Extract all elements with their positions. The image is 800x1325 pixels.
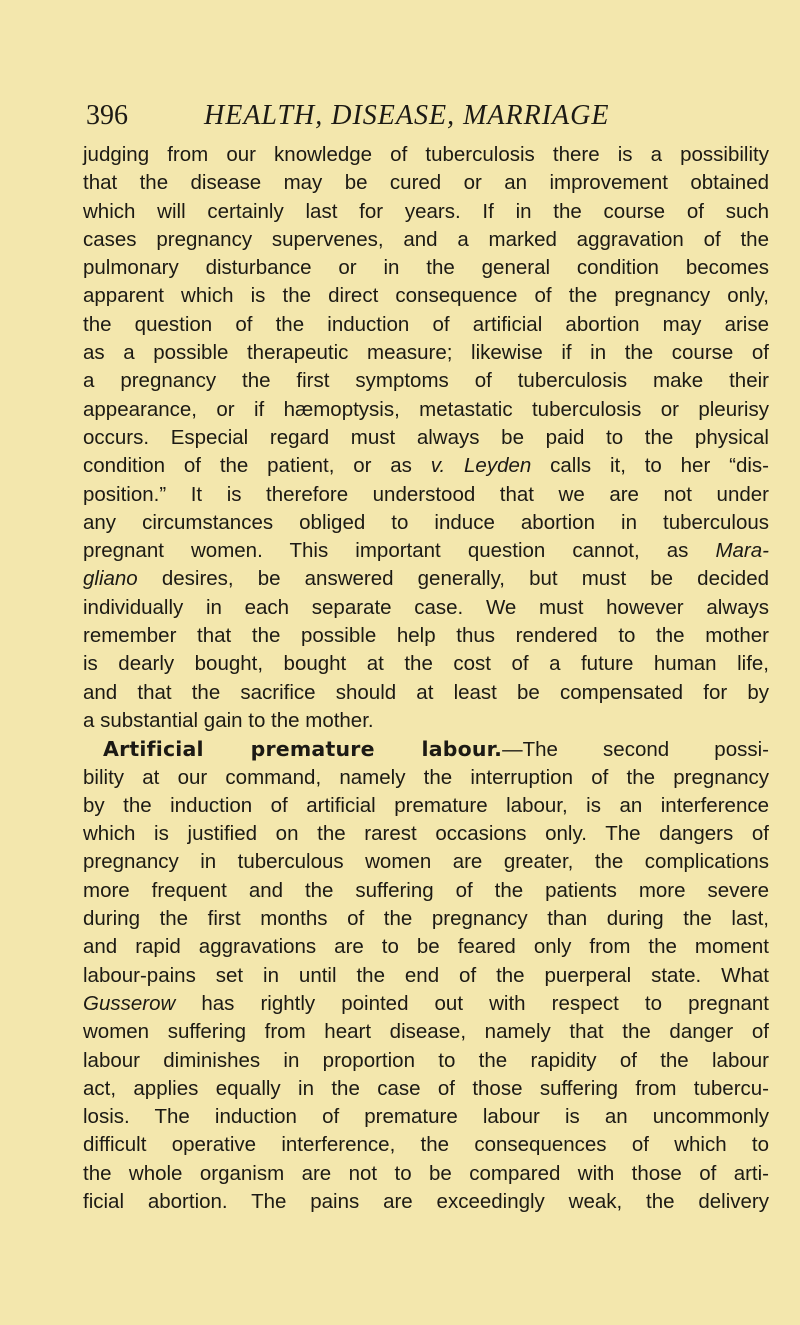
text-line: women suffering from heart disease, namely that the danger of [83,1020,769,1044]
text-line: difficult operative interference, the consequences of which to [83,1133,769,1157]
text-line: labour-pains set in until the end of the puerperal state. What [83,963,769,987]
running-title: HEALTH, DISEASE, MARRIAGE [204,100,610,131]
text-run: calls it, to her “dis- [531,454,769,478]
running-head [86,98,726,134]
text-line: individually in each separate case. We must however always [83,595,769,619]
text-line: the question of the induction of artificial abortion may arise [83,312,769,336]
text-line: pulmonary disturbance or in the general condition becomes [83,256,769,280]
text-line: remember that the possible help thus rendered to the mother [83,624,769,648]
text-line [83,452,769,480]
page-number: 396 [86,100,128,131]
text-line [83,990,769,1018]
text-line: occurs. Especial regard must always be paid to the physical [83,425,769,449]
text-line: during the first months of the pregnancy than during the last, [83,907,769,931]
text-run: pregnant women. This important question cannot, as [83,539,716,563]
text-line [83,565,769,593]
text-line: cases pregnancy supervenes, and a marked aggravation of the [83,227,769,251]
body-text [83,141,769,1216]
text-line: act, applies equally in the case of those suffering from tubercu- [83,1076,769,1100]
cited-author: gliano [83,567,138,591]
text-run: condition of the patient, or as [83,454,431,478]
text-line: labour diminishes in proportion to the rapidity of the labour [83,1048,769,1072]
text-line: more frequent and the suffering of the patients more severe [83,878,769,902]
text-run: has rightly pointed out with respect to pregnant [175,991,769,1015]
text-line: the whole organism are not to be compared with those of arti- [83,1161,769,1185]
text-line: a pregnancy the first symptoms of tuberculosis make their [83,369,769,393]
text-line: apparent which is the direct consequence of the pregnancy only, [83,284,769,308]
section-heading: Artificial premature labour. [103,737,503,762]
text-run: desires, be answered generally, but must be decided [137,567,769,591]
text-line: by the induction of artificial premature labour, is an interference [83,793,769,817]
text-line: any circumstances obliged to induce abortion in tuberculous [83,510,769,534]
text-line: position.” It is therefore understood that we are not under [83,482,769,506]
text-line [83,735,769,763]
text-line: that the disease may be cured or an improvement obtained [83,171,769,195]
text-line: is dearly bought, bought at the cost of a future human life, [83,652,769,676]
text-line: bility at our command, namely the interruption of the pregnancy [83,765,769,789]
text-line: losis. The induction of premature labour is an uncommonly [83,1105,769,1129]
text-line [83,537,769,565]
text-line: ficial abortion. The pains are exceedingly weak, the delivery [83,1189,769,1213]
text-line: appearance, or if hæmoptysis, metastatic tuberculosis or pleurisy [83,397,769,421]
text-line: pregnancy in tuberculous women are greater, the complications [83,850,769,874]
text-run: —The second possi- [502,738,769,762]
text-line: which is justified on the rarest occasions only. The dangers of [83,822,769,846]
text-line: which will certainly last for years. If in the course of such [83,199,769,223]
cited-author: v. Leyden [430,454,532,478]
text-line: judging from our knowledge of tuberculosis there is a possibility [83,143,769,166]
cited-author: Mara- [715,539,769,563]
text-line: as a possible therapeutic measure; likewise if in the course of [83,341,769,365]
text-line: and that the sacrifice should at least be compensated for by [83,680,769,704]
cited-author: Gusserow [83,991,176,1015]
text-line: and rapid aggravations are to be feared only from the moment [83,935,769,959]
text-line: a substantial gain to the mother. [83,708,374,732]
